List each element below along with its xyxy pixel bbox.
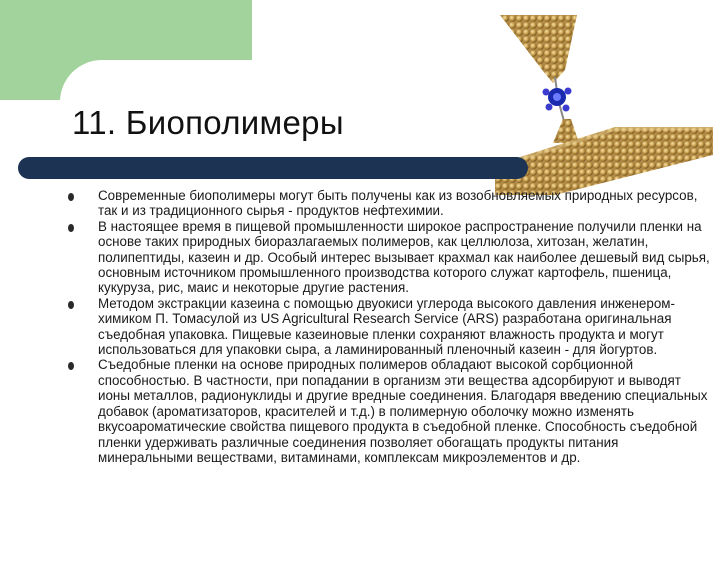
slide-title: 11. Биополимеры [72, 104, 344, 141]
bullet-text: Современные биополимеры могут быть получены как из возобновляемых природных ресурсов, так и из традиционного сырья - продуктов нефтехимии. [98, 188, 698, 219]
title-underline-bar [18, 157, 528, 179]
list-item [68, 219, 710, 296]
list-item [68, 296, 710, 358]
list-item [68, 188, 710, 219]
bullet-text: Методом экстракции казеина с помощью двуокиси углерода высокого давления инженером-химиком П. Томасулой из US Agricultural Research Service (ARS) разработана оригинальная съедобная упаковка. Пищевые казеиновые пленки сохраняют влажность продукта и могут использоваться для упаковки сыра, а ламинированный пленочный казеин - для йогуртов. [98, 295, 675, 358]
bullet-dot-icon [68, 362, 74, 370]
bullet-dot-icon [68, 193, 74, 201]
bullet-text: В настоящее время в пищевой промышленности широкое распространение получили пленки на основе таких природных биоразлагаемых полимеров, как целлюлоза, хитозан, желатин, полипептиды, казеин и др. Особый интерес вызывает крахмал как наиболее дешевый вид сырья, основным источником промышленного производства которого служат картофель, пшеница, кукуруза, рис, маис и некоторые другие растения. [98, 218, 710, 296]
bullet-list [68, 188, 710, 465]
bullet-dot-icon [68, 224, 74, 232]
list-item [68, 357, 710, 465]
bullet-text: Съедобные пленки на основе природных полимеров обладают высокой сорбционной способностью. В частности, при попадании в организм эти вещества адсорбируют и выводят ионы металлов, радионуклиды и другие вредные соединения. Благодаря введению специальных добавок (ароматизаторов, красителей и т.д.) в полимерную оболочку можно изменять вкусоароматические свойства пищевого продукта в съедобной пленке. Способность съедобной пленки удерживать различные соединения позволяет обогащать продукты питания минеральными веществами, витаминами, комплексам микроэлементов и др. [98, 357, 708, 465]
bullet-dot-icon [68, 301, 74, 309]
